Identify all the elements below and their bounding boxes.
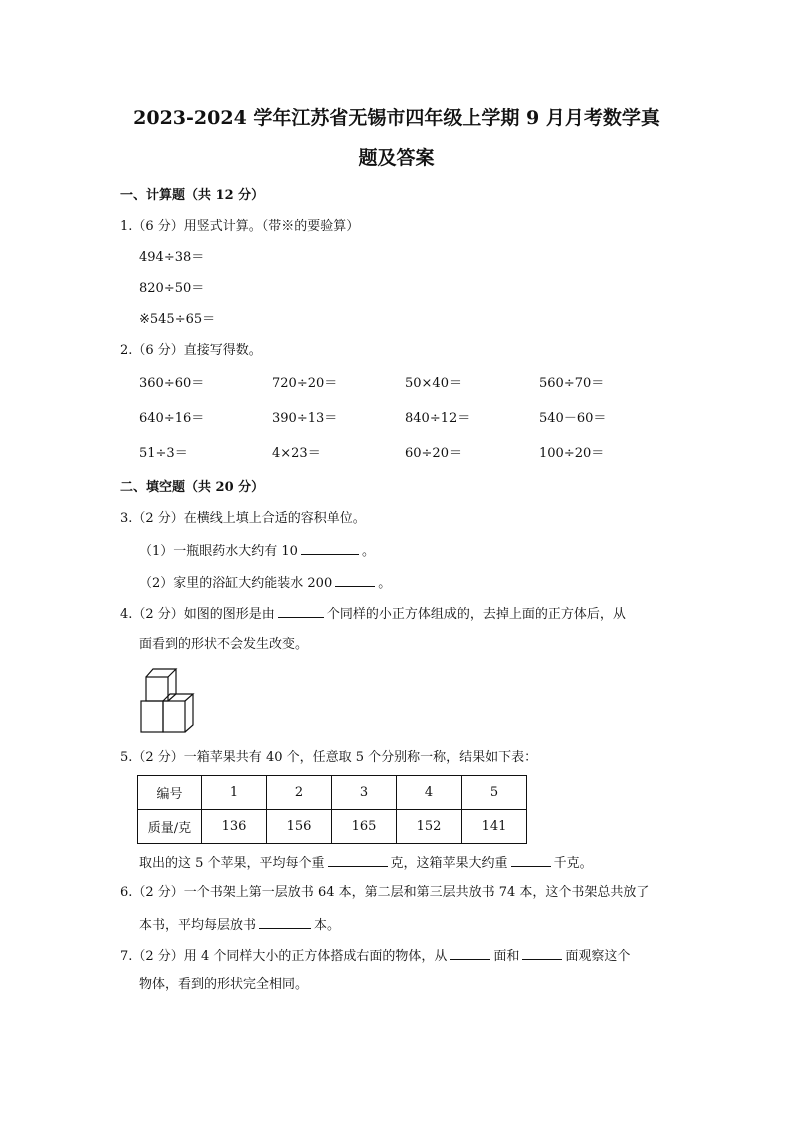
q2-item: 840÷12＝: [405, 411, 471, 426]
q3-part2-text: （2）家里的浴缸大约能装水 200: [139, 576, 333, 591]
q1-item: ※545÷65＝: [139, 312, 216, 327]
answer-blank[interactable]: [335, 573, 375, 587]
answer-blank[interactable]: [301, 541, 359, 555]
q6-stem: 6.（2 分）一个书架上第一层放书 64 本，第二层和第三层共放书 74 本，这个书架总共放了: [120, 885, 650, 900]
q2-item: 100÷20＝: [539, 446, 605, 461]
q4-cont: 面看到的形状不会发生改变。: [139, 637, 309, 652]
q7-text: 面和: [493, 949, 520, 964]
q5-text: 克，这箱苹果大约重: [390, 856, 508, 871]
q6-text: 本书，平均每层放书: [139, 918, 257, 933]
answer-blank[interactable]: [450, 946, 490, 960]
q5-text: 取出的这 5 个苹果，平均每个重: [139, 856, 325, 871]
q3-part1: [139, 541, 375, 561]
q1-item: 494÷38＝: [139, 250, 205, 265]
table-cell: 5: [462, 776, 527, 810]
q3-part1-text: （1）一瓶眼药水大约有 10: [139, 544, 298, 559]
table-row: [138, 776, 527, 810]
q2-item: 360÷60＝: [139, 376, 205, 391]
q5-text: 千克。: [553, 856, 593, 871]
q2-item: 540－60＝: [539, 411, 607, 426]
q3-part1-end: 。: [361, 544, 375, 559]
table-cell: 136: [202, 810, 267, 844]
q6-cont: [139, 915, 340, 935]
q2-item: 51÷3＝: [139, 446, 188, 461]
q7-text: 面观察这个: [565, 949, 631, 964]
answer-blank[interactable]: [522, 946, 562, 960]
q2-item: 560÷70＝: [539, 376, 605, 391]
cubes-figure: [138, 664, 200, 736]
table-cell: 152: [397, 810, 462, 844]
table-row: [138, 810, 527, 844]
table-cell: 156: [267, 810, 332, 844]
q1-stem: 1.（6 分）用竖式计算。（带※的要验算）: [120, 219, 360, 234]
q7-text: 7.（2 分）用 4 个同样大小的正方体搭成右面的物体，从: [120, 949, 448, 964]
doc-title-line1: 2023-2024 学年江苏省无锡市四年级上学期 9 月月考数学真: [133, 107, 660, 129]
q4-text: 4.（2 分）如图的图形是由: [120, 607, 275, 622]
q3-part2: [139, 573, 391, 593]
doc-title-line2: 题及答案: [358, 147, 435, 169]
q2-item: 50×40＝: [405, 376, 462, 391]
table-cell: 4: [397, 776, 462, 810]
table-cell: 2: [267, 776, 332, 810]
q4-text: 个同样的小正方体组成的，去掉上面的正方体后，从: [326, 607, 626, 622]
q2-item: 390÷13＝: [272, 411, 338, 426]
table-cell: 3: [332, 776, 397, 810]
q4-stem: [120, 604, 626, 624]
answer-blank[interactable]: [511, 853, 551, 867]
answer-blank[interactable]: [259, 915, 311, 929]
q1-item: 820÷50＝: [139, 281, 205, 296]
answer-blank[interactable]: [328, 853, 388, 867]
q2-item: 60÷20＝: [405, 446, 462, 461]
q3-part2-end: 。: [378, 576, 392, 591]
q2-item: 720÷20＝: [272, 376, 338, 391]
answer-blank[interactable]: [278, 604, 324, 618]
q6-text: 本。: [314, 918, 341, 933]
q3-stem: 3.（2 分）在横线上填上合适的容积单位。: [120, 511, 366, 526]
q5-stem: 5.（2 分）一箱苹果共有 40 个，任意取 5 个分别称一称，结果如下表：: [120, 750, 538, 765]
section-heading-1: 一、计算题（共 12 分）: [120, 188, 265, 203]
q7-cont: 物体，看到的形状完全相同。: [139, 977, 309, 992]
table-cell: 质量/克: [138, 810, 202, 844]
apple-weight-table: [137, 775, 527, 844]
section-heading-2: 二、填空题（共 20 分）: [120, 480, 265, 495]
q7-stem: [120, 946, 630, 966]
table-cell: 编号: [138, 776, 202, 810]
q2-stem: 2.（6 分）直接写得数。: [120, 343, 262, 358]
table-cell: 1: [202, 776, 267, 810]
q5-question: [139, 853, 593, 873]
table-cell: 141: [462, 810, 527, 844]
q2-item: 4×23＝: [272, 446, 321, 461]
q2-item: 640÷16＝: [139, 411, 205, 426]
table-cell: 165: [332, 810, 397, 844]
